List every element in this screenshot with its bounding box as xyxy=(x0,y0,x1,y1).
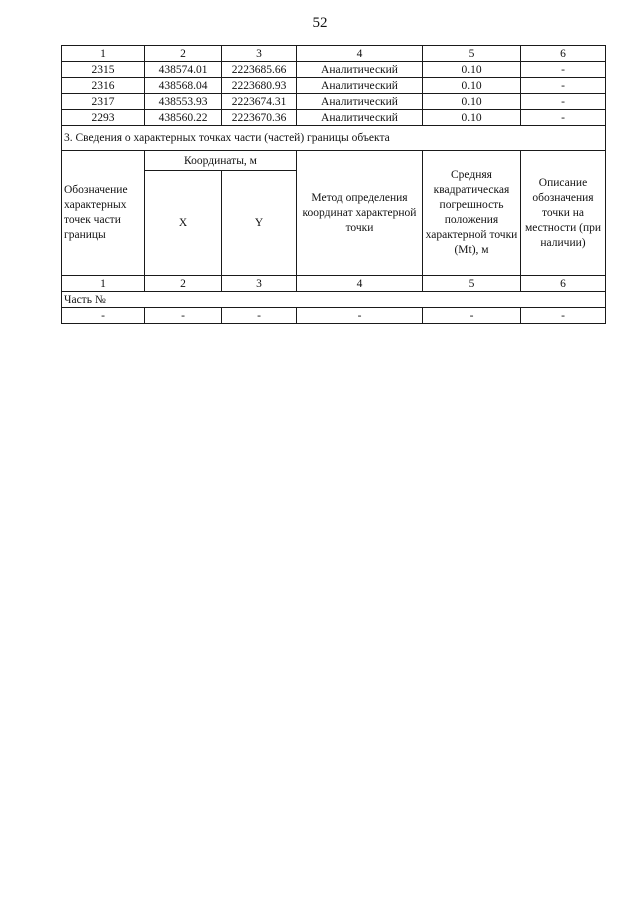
marking-cell: - xyxy=(521,94,606,110)
x-coordinate-cell: 438553.93 xyxy=(145,94,222,110)
marking-cell: - xyxy=(521,110,606,126)
table-header-cell: 4 xyxy=(297,46,423,62)
marking-header: Описание обозначения точки на местности (при наличии) xyxy=(521,151,606,276)
method-cell: Аналитический xyxy=(297,110,423,126)
table-header-cell: 1 xyxy=(62,46,145,62)
accuracy-cell: 0.10 xyxy=(423,62,521,78)
method-cell: Аналитический xyxy=(297,94,423,110)
section-title-row xyxy=(62,126,606,151)
point-designation-header: Обозначение характерных точек части границы xyxy=(62,151,145,276)
table-header-cell: 3 xyxy=(222,46,297,62)
empty-cell: - xyxy=(62,308,145,324)
method-header: Метод определения координат характерной точки xyxy=(297,151,423,276)
column-numbers-row xyxy=(62,276,606,292)
table-header-cell: 6 xyxy=(521,46,606,62)
point-number-cell: 2316 xyxy=(62,78,145,94)
empty-cell: - xyxy=(423,308,521,324)
table-row xyxy=(62,110,606,126)
part-label: Часть № xyxy=(62,292,606,308)
point-number-cell: 2293 xyxy=(62,110,145,126)
x-coordinate-cell: 438574.01 xyxy=(145,62,222,78)
empty-cell: - xyxy=(297,308,423,324)
y-coordinate-cell: 2223670.36 xyxy=(222,110,297,126)
empty-cell: - xyxy=(521,308,606,324)
column-number-cell: 2 xyxy=(145,276,222,292)
x-header: X xyxy=(145,171,222,276)
table-header-cell: 2 xyxy=(145,46,222,62)
y-coordinate-cell: 2223674.31 xyxy=(222,94,297,110)
table-row xyxy=(62,308,606,324)
accuracy-cell: 0.10 xyxy=(423,94,521,110)
x-coordinate-cell: 438560.22 xyxy=(145,110,222,126)
y-coordinate-cell: 2223685.66 xyxy=(222,62,297,78)
x-coordinate-cell: 438568.04 xyxy=(145,78,222,94)
column-number-cell: 3 xyxy=(222,276,297,292)
marking-cell: - xyxy=(521,62,606,78)
table-header-row xyxy=(62,46,606,62)
point-number-cell: 2315 xyxy=(62,62,145,78)
marking-cell: - xyxy=(521,78,606,94)
accuracy-cell: 0.10 xyxy=(423,110,521,126)
method-cell: Аналитический xyxy=(297,62,423,78)
column-number-cell: 6 xyxy=(521,276,606,292)
empty-cell: - xyxy=(222,308,297,324)
coordinates-header: Координаты, м xyxy=(145,151,297,171)
y-header: Y xyxy=(222,171,297,276)
column-number-cell: 4 xyxy=(297,276,423,292)
empty-cell: - xyxy=(145,308,222,324)
accuracy-header: Средняя квадратическая погрешность положения характерной точки (Мt), м xyxy=(423,151,521,276)
column-number-cell: 5 xyxy=(423,276,521,292)
table-row xyxy=(62,62,606,78)
part-label-row xyxy=(62,292,606,308)
section-header-row xyxy=(62,151,606,171)
y-coordinate-cell: 2223680.93 xyxy=(222,78,297,94)
coordinates-table xyxy=(61,45,606,324)
column-number-cell: 1 xyxy=(62,276,145,292)
method-cell: Аналитический xyxy=(297,78,423,94)
accuracy-cell: 0.10 xyxy=(423,78,521,94)
table-row xyxy=(62,78,606,94)
table-header-cell: 5 xyxy=(423,46,521,62)
section-title: 3. Сведения о характерных точках части (частей) границы объекта xyxy=(62,126,606,151)
page-number: 52 xyxy=(312,15,328,31)
table-row xyxy=(62,94,606,110)
point-number-cell: 2317 xyxy=(62,94,145,110)
